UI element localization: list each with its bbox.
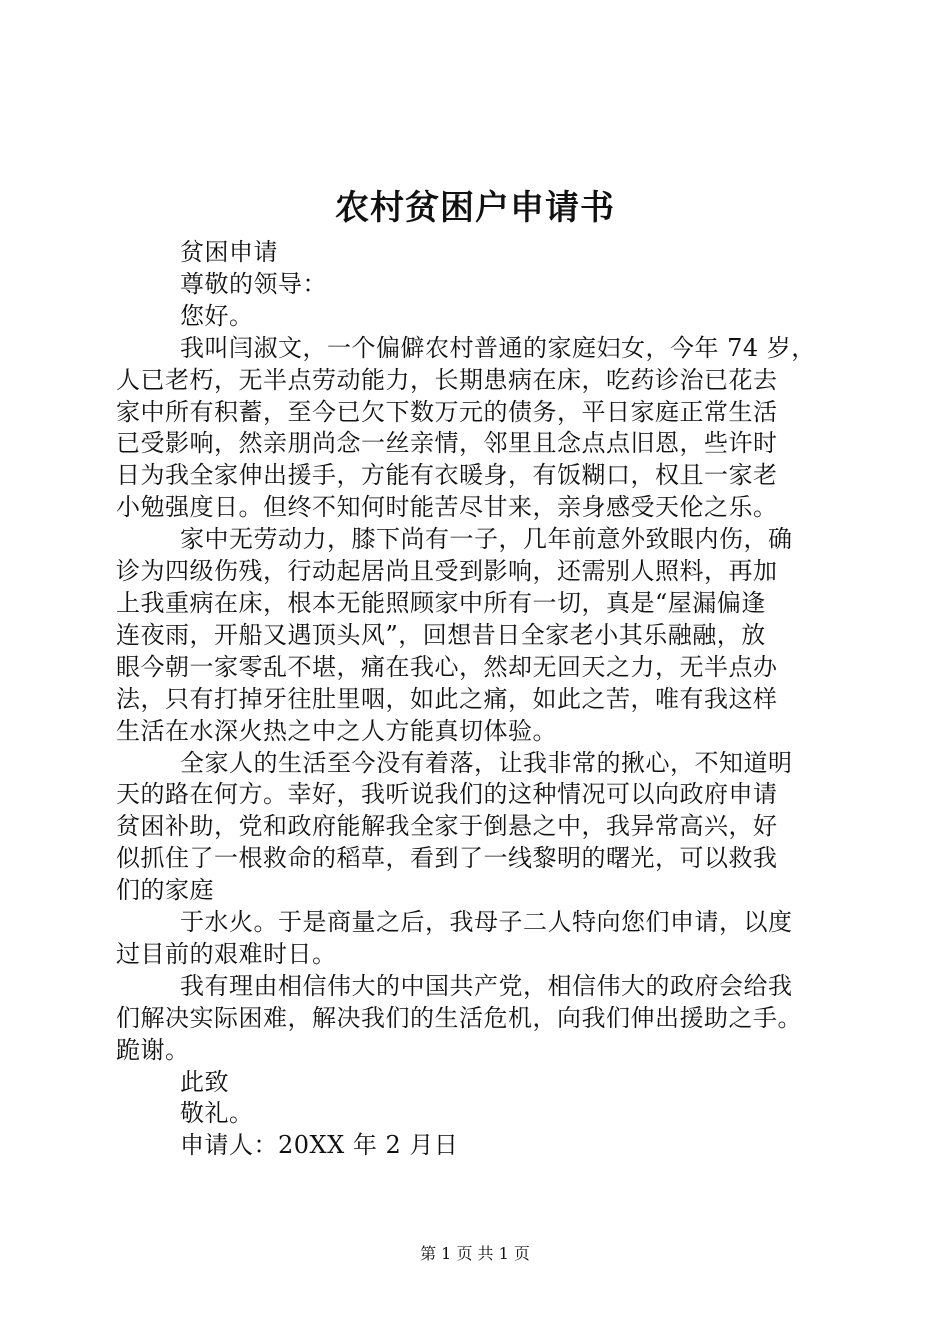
body-line: 贫困申请 — [180, 238, 278, 266]
body-line: 我有理由相信伟大的中国共产党，相信伟大的政府会给我 — [180, 971, 793, 1000]
body-line: 们解决实际困难，解决我们的生活危机，向我们伸出援助之手。 — [116, 1003, 802, 1032]
body-line: 全家人的生活至今没有着落，让我非常的揪心，不知道明 — [180, 748, 793, 777]
body-line: 尊敬的领导： — [180, 269, 327, 298]
body-line: 申请人：20XX 年 2 月日 — [180, 1131, 459, 1160]
body-line: 人已老朽，无半点劳动能力，长期患病在床，吃药诊治已花去 — [116, 365, 778, 394]
body-line: 跪谢。 — [116, 1035, 190, 1064]
page-footer: 第 1 页 共 1 页 — [420, 1244, 530, 1263]
body-line: 家中所有积蓄，至今已欠下数万元的债务，平日家庭正常生活 — [116, 397, 778, 426]
body-line: 此致 — [180, 1067, 229, 1096]
body-line: 已受影响，然亲朋尚念一丝亲情，邻里且念点点旧恩，些许时 — [116, 429, 778, 458]
body-line: 连夜雨，开船又遇顶头风”，回想昔日全家老小其乐融融，放 — [116, 620, 766, 649]
body-line: 您好。 — [180, 301, 254, 330]
body-line: 天的路在何方。幸好，我听说我们的这种情况可以向政府申请 — [116, 780, 778, 809]
body-line: 似抓住了一根救命的稻草，看到了一线黎明的曙光，可以救我 — [116, 844, 778, 873]
body-line: 贫困补助，党和政府能解我全家于倒悬之中，我异常高兴，好 — [116, 812, 778, 841]
body-line: 过目前的艰难时日。 — [116, 939, 337, 968]
body-line: 我叫闫淑文，一个偏僻农村普通的家庭妇女，今年 74 岁， — [180, 333, 816, 362]
body-line: 法，只有打掉牙往肚里咽，如此之痛，如此之苦，唯有我这样 — [116, 684, 778, 713]
body-line: 日为我全家伸出援手，方能有衣暖身，有饭糊口，权且一家老 — [116, 461, 778, 490]
body-line: 敬礼。 — [180, 1099, 254, 1128]
body-line: 家中无劳动力，膝下尚有一子，几年前意外致眼内伤，确 — [180, 525, 793, 554]
body-line: 于水火。于是商量之后，我母子二人特向您们申请，以度 — [180, 908, 793, 937]
document-title: 农村贫困户申请书 — [335, 188, 615, 228]
body-line: 们的家庭 — [116, 876, 214, 905]
body-line: 眼今朝一家零乱不堪，痛在我心，然却无回天之力，无半点办 — [116, 652, 778, 681]
body-line: 生活在水深火热之中之人方能真切体验。 — [116, 716, 557, 745]
body-line: 小勉强度日。但终不知何时能苦尽甘来，亲身感受天伦之乐。 — [116, 493, 778, 522]
body-line: 诊为四级伤残，行动起居尚且受到影响，还需别人照料，再加 — [116, 557, 778, 586]
body-line: 上我重病在床，根本无能照顾家中所有一切，真是“屋漏偏逢 — [116, 588, 766, 617]
document-body — [116, 237, 838, 1162]
